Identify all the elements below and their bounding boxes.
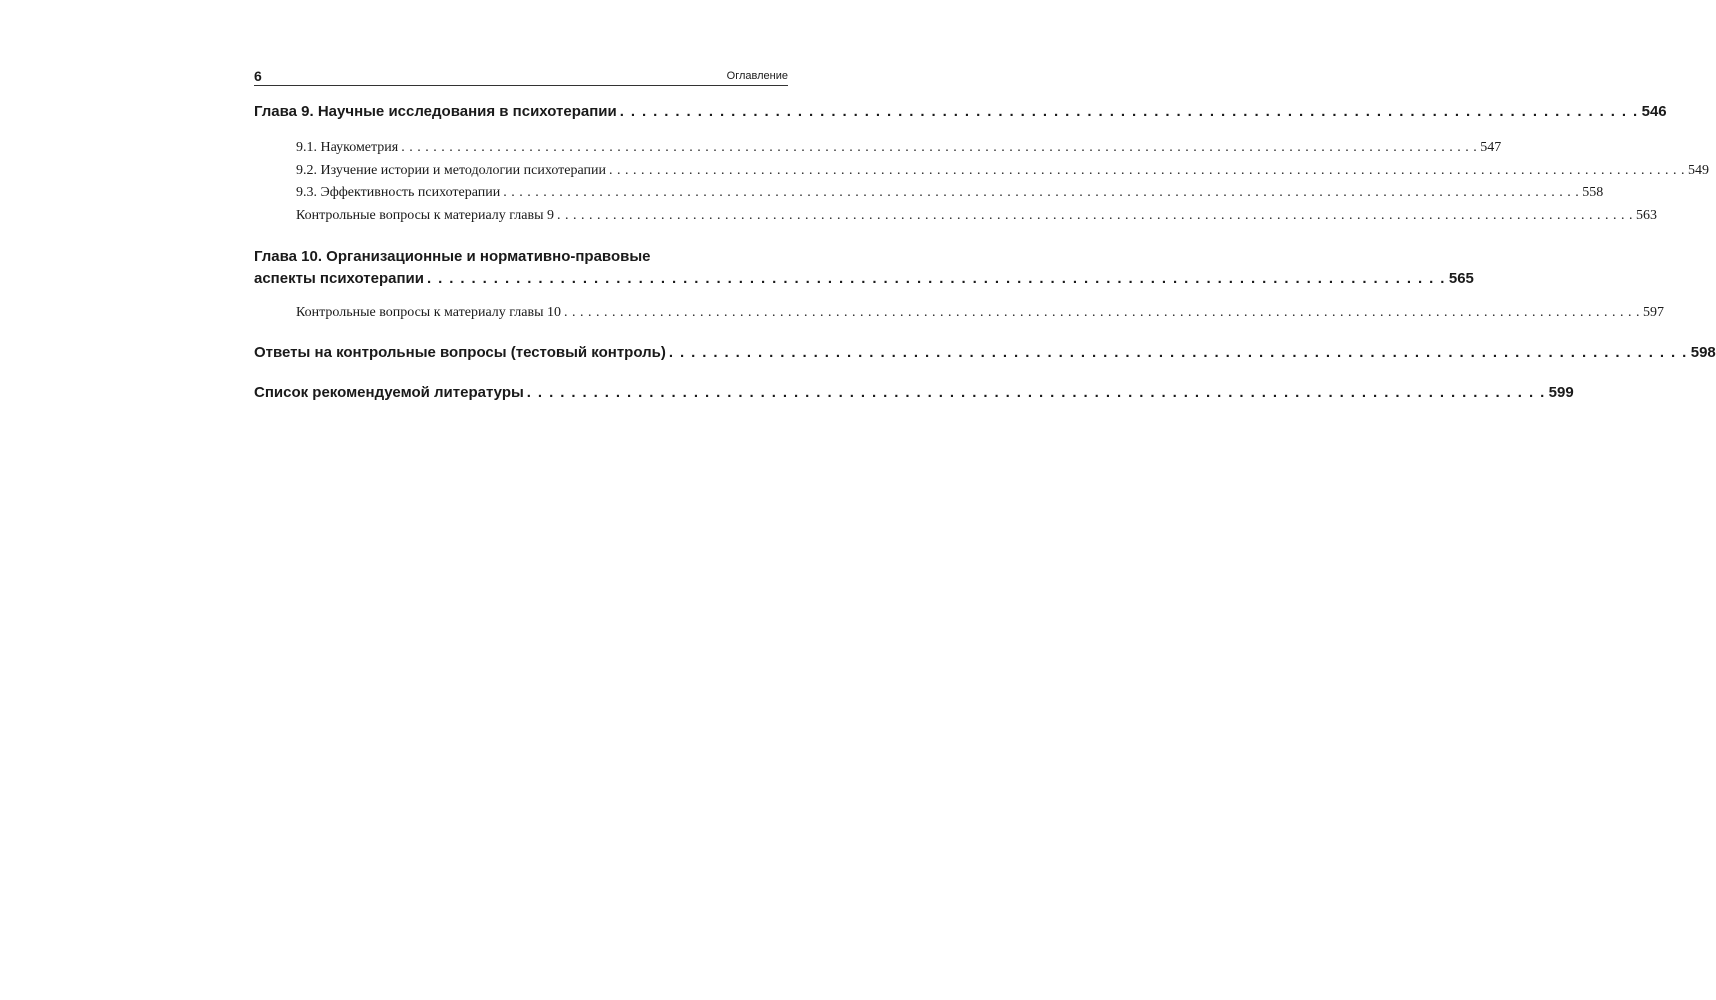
dot-leader bbox=[609, 160, 1685, 183]
toc-chapter-10 bbox=[254, 246, 1665, 325]
subsection-page-number: 563 bbox=[1636, 207, 1658, 223]
chapter-title-line-1[interactable]: Глава 10. Организационные и нормативно-правовые bbox=[254, 248, 651, 265]
subsection-title: Контрольные вопросы к материалу главы 10 bbox=[296, 305, 562, 320]
subsection-title: 9.2. Изучение истории и методологии психотерапии bbox=[296, 162, 606, 178]
subsection-title: 9.1. Наукометрия bbox=[296, 140, 399, 155]
subsection-page-number: 547 bbox=[1480, 140, 1502, 155]
subsection-title: 9.3. Эффективность психотерапии bbox=[296, 185, 501, 200]
chapter-title: Глава 9. Научные исследования в психотерапии bbox=[254, 103, 617, 120]
dot-leader bbox=[427, 268, 1446, 290]
toc-subsection-entry[interactable] bbox=[254, 205, 1658, 228]
literature-title: Список рекомендуемой литературы bbox=[254, 383, 524, 401]
dot-leader bbox=[564, 302, 1640, 325]
toc-subsection-entry[interactable] bbox=[254, 302, 1665, 325]
page-number: 6 bbox=[254, 68, 262, 84]
chapter-page-number: 546 bbox=[1641, 103, 1667, 120]
toc-subsection-entry[interactable] bbox=[254, 137, 1502, 160]
chapter-title-line-2: аспекты психотерапии bbox=[254, 270, 424, 287]
subsection-page-number: 597 bbox=[1643, 305, 1665, 320]
toc-subsection-entry[interactable] bbox=[254, 182, 1604, 205]
running-section-title: Оглавление bbox=[726, 70, 788, 82]
toc-chapter-entry[interactable] bbox=[254, 101, 1667, 123]
dot-leader bbox=[503, 182, 1579, 205]
dot-leader bbox=[557, 205, 1633, 228]
answers-title: Ответы на контрольные вопросы (тестовый контроль) bbox=[254, 343, 666, 361]
toc-subsections bbox=[254, 137, 1709, 227]
toc-chapter-entry[interactable] bbox=[254, 382, 1574, 404]
toc-literature bbox=[254, 382, 1574, 404]
dot-leader bbox=[669, 342, 1688, 364]
toc-subsection-entry[interactable] bbox=[254, 160, 1709, 183]
subsection-page-number: 549 bbox=[1688, 162, 1709, 178]
dot-leader bbox=[620, 101, 1639, 123]
toc-chapter-9 bbox=[254, 101, 1709, 227]
toc-chapter-entry[interactable] bbox=[254, 342, 1716, 364]
toc-answers bbox=[254, 342, 1716, 364]
subsection-title: Контрольные вопросы к материалу главы 9 bbox=[296, 207, 555, 223]
literature-page-number: 599 bbox=[1548, 383, 1574, 401]
dot-leader bbox=[527, 382, 1546, 404]
book-page bbox=[254, 66, 1716, 404]
toc-subsections bbox=[254, 302, 1665, 325]
running-header bbox=[254, 66, 788, 86]
dot-leader bbox=[401, 137, 1477, 160]
toc-chapter-entry[interactable] bbox=[254, 268, 1474, 290]
subsection-page-number: 558 bbox=[1582, 185, 1604, 200]
answers-page-number: 598 bbox=[1690, 343, 1716, 361]
chapter-page-number: 565 bbox=[1448, 270, 1474, 287]
